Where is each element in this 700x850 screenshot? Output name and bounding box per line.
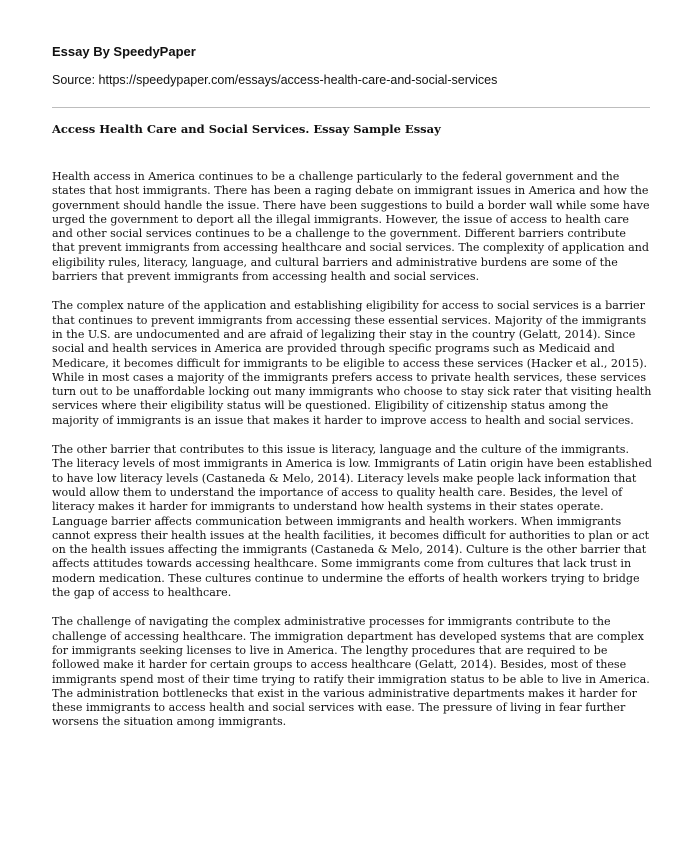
paragraph-2: The complex nature of the application and establishing eligibility for access to social services is a barrier that continues to prevent immigrants from accessing these essential services. Majority of the immigrants in the U.S. are undocumented and are afraid of legalizing their stay in the country (Gelatt, 2014). Since social and health services in America are provided through specific programs such as Medicaid and Medicare, it becomes difficult for immigrants to be eligible to access these services (Hacker et al., 2015). While in most cases a majority of the immigrants prefers access to private health services, these services turn out to be unaffordable locking out many immigrants who choose to stay sick rater that visiting health services where their eligibility status will be questioned. Eligibility of citizenship status among the majority of immigrants is an issue that makes it harder to improve access to health and social services. <box>52 299 652 427</box>
header-divider <box>52 107 650 108</box>
paragraph-1: Health access in America continues to be a challenge particularly to the federal government and the states that host immigrants. There has been a raging debate on immigrant issues in America and how the government should handle the issue. There have been suggestions to build a border wall while some have urged the government to deport all the illegal immigrants. However, the issue of access to health care and other social services continues to be a challenge to the government. Different barriers contribute that prevent immigrants from accessing healthcare and social services. The complexity of application and eligibility rules, literacy, language, and cultural barriers and administrative burdens are some of the barriers that prevent immigrants from accessing health and social services. <box>52 170 650 284</box>
paragraph-3: The other barrier that contributes to this issue is literacy, language and the culture of the immigrants. The literacy levels of most immigrants in America is low. Immigrants of Latin origin have been established to have low literacy levels (Castaneda & Melo, 2014). Literacy levels make people lack information that would allow them to understand the importance of access to quality health care. Besides, the level of literacy makes it harder for immigrants to understand how health systems in their states operate. Language barrier affects communication between immigrants and health workers. When immigrants cannot express their health issues at the health facilities, it becomes difficult for authorities to plan or act on the health issues affecting the immigrants (Castaneda & Melo, 2014). Culture is the other barrier that affects attitudes towards accessing healthcare. Some immigrants come from cultures that lack trust in modern medication. These cultures continue to undermine the efforts of health workers trying to bridge the gap of access to healthcare. <box>52 443 652 600</box>
essay-title: Access Health Care and Social Services. Essay Sample Essay <box>52 122 441 136</box>
document-header-title: Essay By SpeedyPaper <box>52 44 196 59</box>
essay-body <box>52 170 652 745</box>
source-line: Source: https://speedypaper.com/essays/access-health-care-and-social-services <box>52 73 498 87</box>
paragraph-4: The challenge of navigating the complex administrative processes for immigrants contribute to the challenge of accessing healthcare. The immigration department has developed systems that are complex for immigrants seeking licenses to live in America. The lengthy procedures that are required to be followed make it harder for certain groups to access healthcare (Gelatt, 2014). Besides, most of these immigrants spend most of their time trying to ratify their immigration status to be able to live in America. The administration bottlenecks that exist in the various administrative departments makes it harder for these immigrants to access health and social services with ease. The pressure of living in fear further worsens the situation among immigrants. <box>52 615 650 729</box>
